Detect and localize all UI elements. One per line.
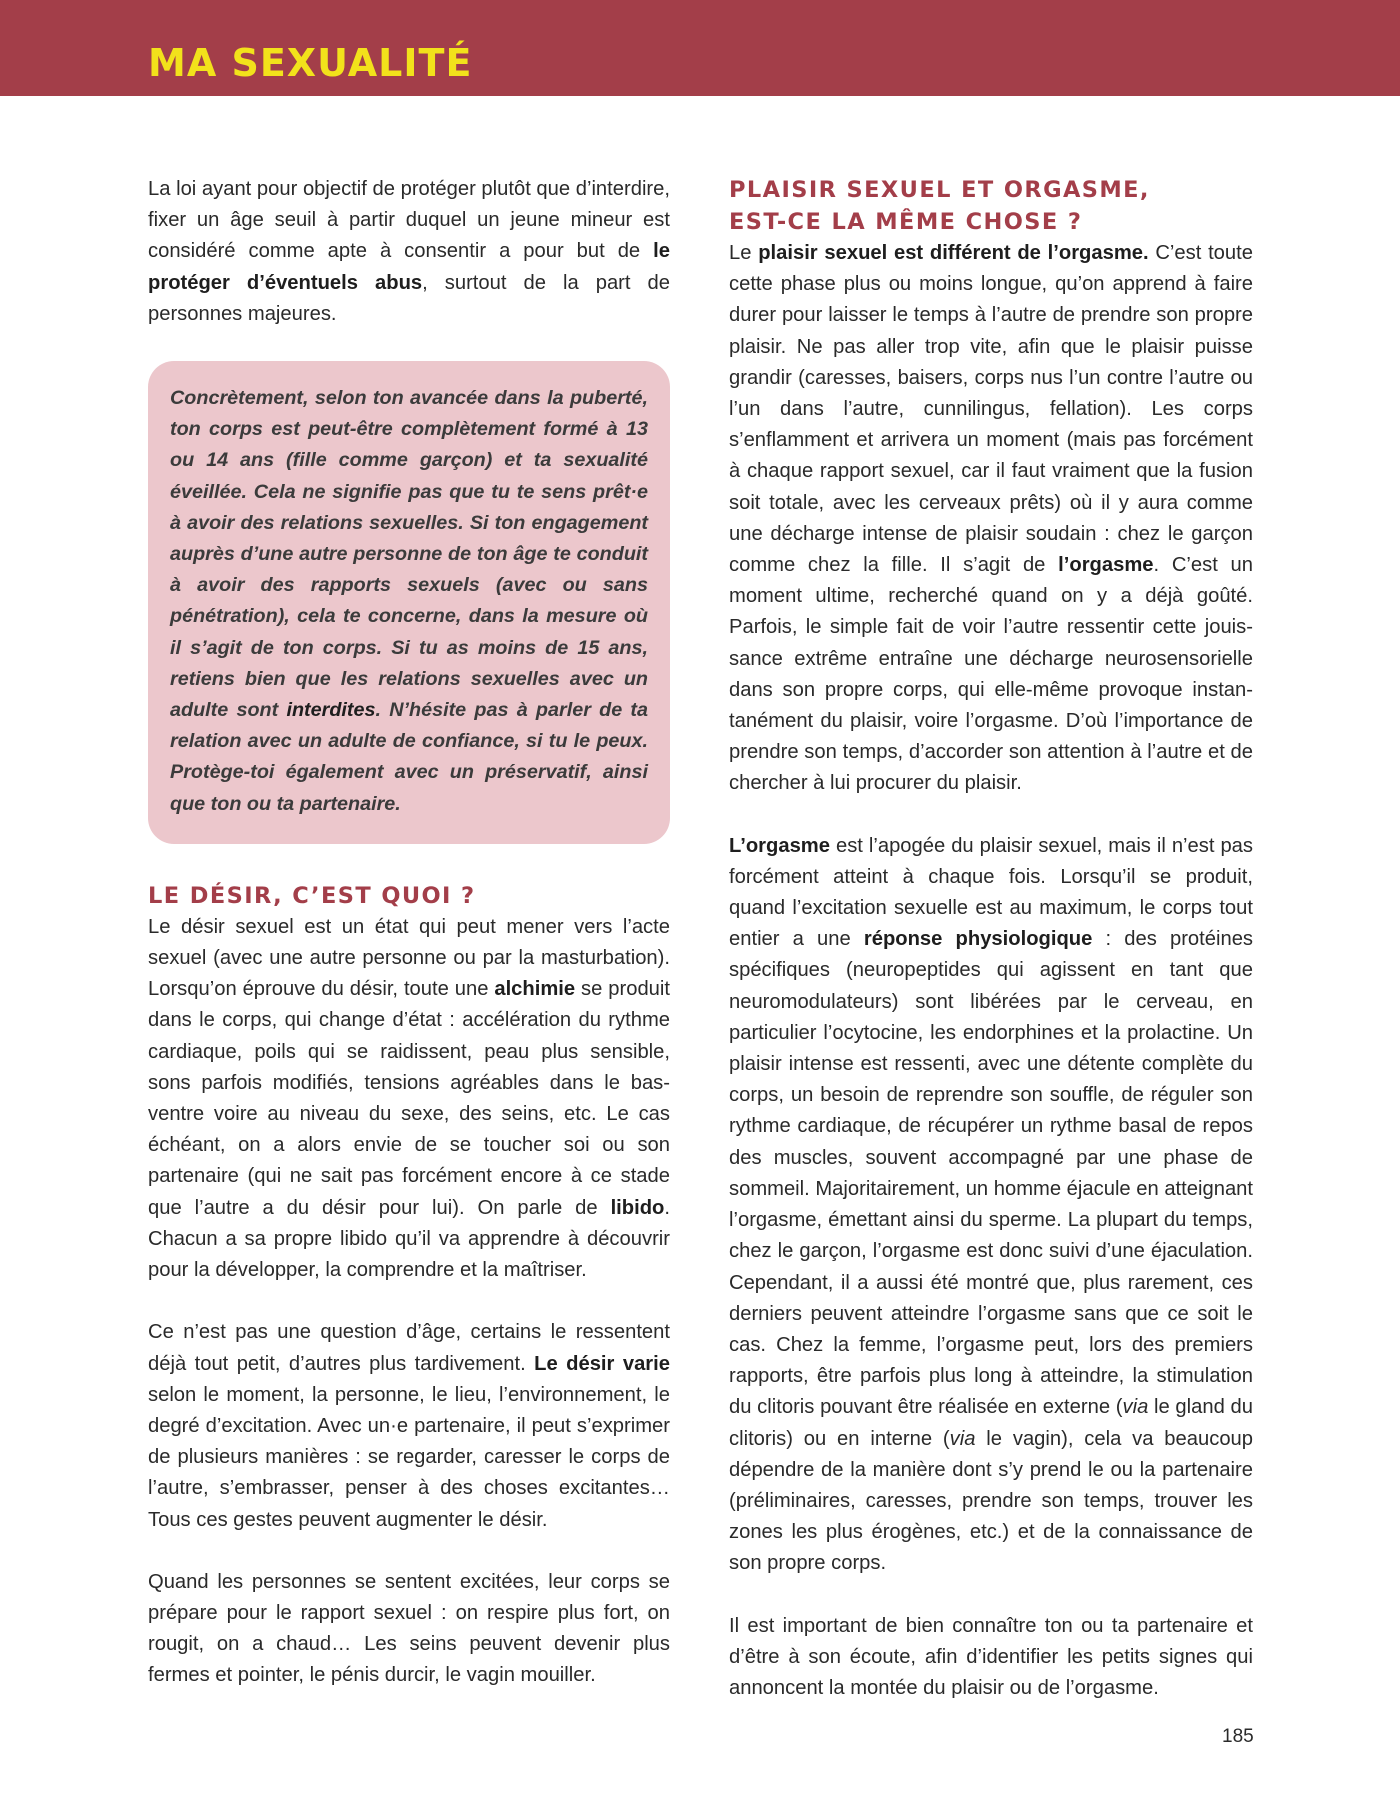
intro-paragraph bbox=[148, 174, 670, 330]
left-column bbox=[148, 174, 670, 1723]
text-run: Le bbox=[729, 242, 759, 264]
orgasme-paragraph bbox=[729, 831, 1253, 1580]
text-run: . Chacun a sa propre libido qu’il va apprendre à découvrir pour la développer, la comprendre et la maîtriser. bbox=[148, 1196, 670, 1282]
text-run: Concrètement, selon ton avancée dans la puberté, ton corps est peut-être complètement formé à 13 ou 14 ans (fille comme garçon) et ta sexualité éveillée. Cela ne signifie pas que tu te sens prêt·e à avoir des relations sexuelles. Si ton engagement auprès d’une autre personne de ton âge te conduit à avoir des rapports sexuels (avec ou sans pénétration), cela te concerne, dans la mesure où il s’agit de ton corps. Si tu as moins de 15 ans, retiens bien que les relations sexuelles avec un adulte sont bbox=[170, 387, 648, 722]
bold-run: interdites bbox=[286, 699, 376, 722]
text-run: se produit dans le corps, qui change d’état : accélération du rythme cardiaque, poils qui se raidissent, peau plus sensible, sons parfois modifiés, tensions agréables dans le bas-ventre voire au niveau du sexe, des seins, etc. Le cas échéant, on a alors envie de se toucher soi ou son partenaire (qui ne sait pas forcément encore à ce stade que l’autre a du désir pour lui). On parle de bbox=[148, 978, 670, 1219]
text-run: C’est toute cette phase plus ou moins longue, qu’on apprend à faire durer pour laisser le temps à l’autre de prendre son propre plaisir. Ne pas aller trop vite, afin que le plaisir puisse grandir (caresses, baisers, corps nus l’un contre l’autre ou l’un dans l’autre, cunnilingus, fellation). Les corps s’enflamment et arrivera un moment (mais pas forcément à chaque rapport sexuel, car il faut vraiment que la fusion soit totale, avec les cerveaux prêts) où il y aura comme une décharge intense de plaisir soudain : chez le garçon comme chez la fille. Il s’agit de bbox=[729, 242, 1253, 577]
chapter-title: MA SEXUALITÉ bbox=[148, 41, 473, 85]
bold-run: L’orgasme bbox=[729, 834, 830, 857]
callout-box bbox=[148, 361, 670, 844]
text-run: La loi ayant pour objectif de protéger plutôt que d’interdire, fixer un âge seuil à partir duquel un jeune mineur est considéré comme apte à consentir a pour but de bbox=[148, 178, 670, 263]
page-number: 185 bbox=[1222, 1726, 1254, 1747]
text-run: . C’est un moment ultime, recherché quand on y a déjà goûté. Parfois, le simple fait de voir l’autre ressentir cette jouissance extrême entraîne une décharge neurosensorielle dans son propre corps, qui elle-même provoque instantanément du plaisir, voire l’orgasme. D’où l’importance de prendre son temps, d’accorder son attention à l’autre et de chercher à lui procurer du plaisir. bbox=[729, 554, 1254, 795]
section-heading-desir: LE DÉSIR, C’EST QUOI ? bbox=[148, 882, 476, 909]
text-run: le gland du clitoris) ou en interne ( bbox=[729, 1396, 1253, 1450]
text-run: est l’apogée du plaisir sexuel, mais il n’est pas forcément atteint à chaque fois. Lorsqu’il se produit, quand l’excitation sexuelle est au maximum, le corps tout entier a une bbox=[729, 834, 1253, 951]
plaisir-paragraph-1 bbox=[729, 238, 1253, 800]
text-run: . N’hésite pas à parler de ta relation avec un adulte de confiance, si tu le peux. Protège-toi également avec un préservatif, ainsi que ton ou ta partenaire. bbox=[170, 699, 648, 815]
desir-paragraph-1 bbox=[148, 912, 670, 1286]
bold-run: le protéger d’éventuels abus bbox=[148, 240, 670, 294]
desir-paragraph-3 bbox=[148, 1567, 670, 1692]
bold-run: l’orgasme bbox=[1058, 554, 1154, 577]
text-run: selon le moment, la personne, le lieu, l’environnement, le degré d’excitation. Avec un·e partenaire, il peut s’exprimer de plusieurs manières : se regarder, caresser le corps de l’autre, s’embrasser, penser à des choses excitantes… Tous ces gestes peuvent augmenter le désir. bbox=[148, 1383, 670, 1531]
partenaire-paragraph bbox=[729, 1611, 1253, 1705]
italic-run: via bbox=[949, 1427, 976, 1450]
desir-paragraph-2 bbox=[148, 1317, 670, 1535]
bold-run: Le désir varie bbox=[534, 1352, 670, 1375]
bold-run: libido bbox=[610, 1196, 665, 1219]
text-run: Il est important de bien connaître ton ou ta partenaire et d’être à son écoute, afin d’identifier les petits signes qui annoncent la montée du plaisir ou de l’orgasme. bbox=[729, 1614, 1253, 1699]
text-run: Ce n’est pas une question d’âge, certains le ressentent déjà tout petit, d’autres plus tardivement. bbox=[148, 1321, 670, 1375]
text-run: Quand les personnes se sentent excitées, leur corps se prépare pour le rapport sexuel : on respire plus fort, on rougit, on a chaud… Les seins peuvent devenir plus fermes et pointer, le pénis durcir, le vagin mouiller. bbox=[148, 1570, 670, 1687]
bold-run: plaisir sexuel est différent de l’orgasme. bbox=[758, 242, 1149, 264]
bold-run: alchimie bbox=[494, 978, 576, 1001]
chapter-header-bar bbox=[0, 0, 1400, 96]
text-run: : des protéines spécifiques (neuropeptides qui agissent en tant que neuromodulateurs) sont libérées par le cerveau, en particulier l’ocytocine, les endorphines et la prolactine. Un plaisir intense est ressenti, avec une détente complète du corps, un besoin de reprendre son souffle, de réguler son rythme cardiaque, de récupérer un rythme basal de repos des muscles, souvent accompagné par une phase de sommeil. Majoritairement, un homme éjacule en atteignant l’orgasme, émettant ainsi du sperme. La plupart du temps, chez le garçon, l’orgasme est donc suivi d’une éjaculation. Cependant, il a aussi été montré que, plus rarement, ces derniers peuvent atteindre l’orgasme sans que ce soit le cas. Chez la femme, l’orgasme peut, lors des premiers rapports, être parfois plus long à atteindre, la stimulation du clitoris pouvant être réalisée en externe ( bbox=[729, 928, 1254, 1419]
italic-run: via bbox=[1122, 1396, 1149, 1419]
text-run: , surtout de la part de personnes majeures. bbox=[148, 271, 670, 325]
section-heading-plaisir-line-2: EST-CE LA MÊME CHOSE ? bbox=[729, 209, 1083, 235]
text-run: Le désir sexuel est un état qui peut mener vers l’acte sexuel (avec une autre personne ou par la masturbation). Lorsqu’on éprouve du désir, toute une bbox=[148, 915, 670, 1001]
callout-text bbox=[170, 383, 648, 820]
text-run: le vagin), cela va beaucoup dépendre de la manière dont s’y prend le ou la partenaire (préliminaires, caresses, prendre son temps, trouver les zones les plus érogènes, etc.) et de la connaissance de son propre corps. bbox=[729, 1427, 1253, 1575]
bold-run: réponse physiologique bbox=[863, 928, 1093, 951]
section-heading-plaisir-line-1: PLAISIR SEXUEL ET ORGASME, bbox=[729, 177, 1150, 203]
right-column bbox=[729, 174, 1253, 1735]
